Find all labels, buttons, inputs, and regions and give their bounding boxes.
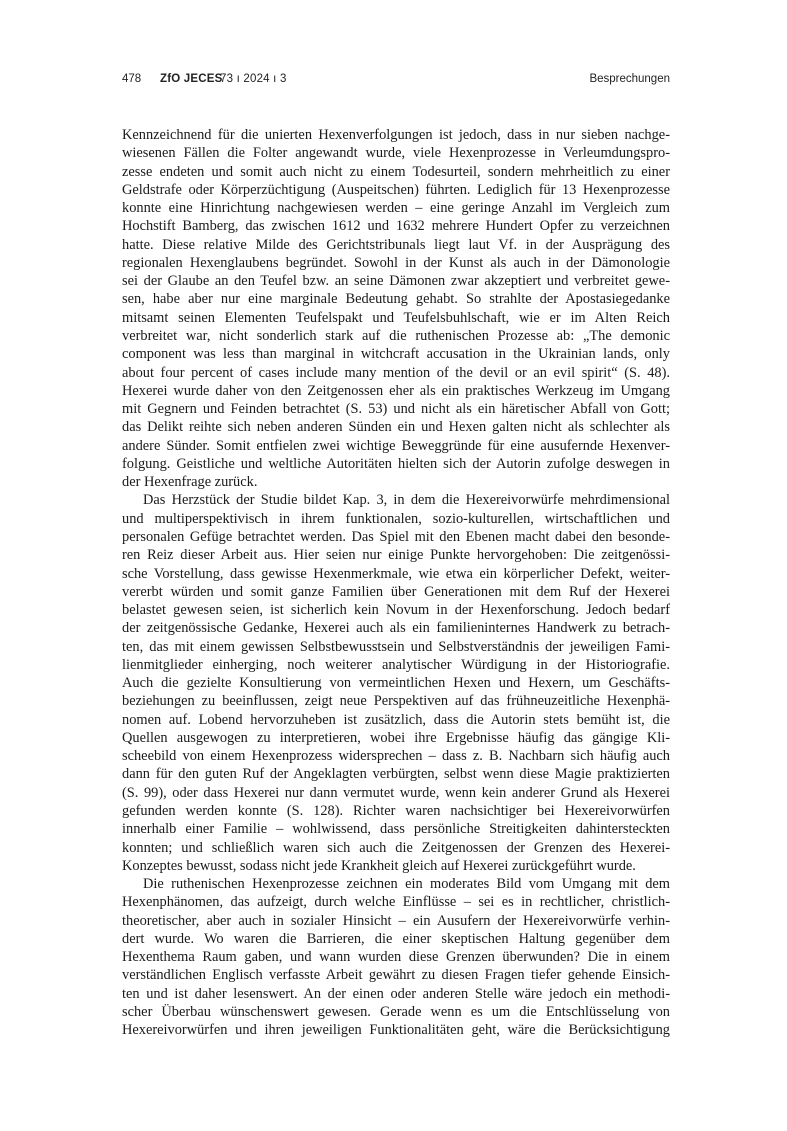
text-line: sche Vorstellung, dass gewisse Hexenmerkmale, wie etwa ein körperlicher Defekt, weiter-	[122, 565, 670, 582]
text-line: mit Gegnern und Feinden betrachtet (S. 53) und nicht als ein häretischer Abfall von Gott;	[122, 401, 670, 418]
section-title: Besprechungen	[589, 73, 670, 85]
journal-name: ZfO JECES	[160, 73, 223, 85]
text-line: vererbt würden und somit ganze Familien über Generationen mit dem Ruf der Hexerei	[122, 583, 670, 600]
text-line: das Delikt reihte sich neben anderen Sünden ein und Hexen galten nicht als schlechter als	[122, 419, 670, 436]
text-line: hatte. Diese relative Milde des Gerichtstribunals liegt laut Vf. in der Ausprägung des	[122, 236, 670, 253]
text-line: about four percent of cases include many mention of the devil or an evil spirit“ (S. 48).	[122, 364, 670, 381]
text-line: Geldstrafe oder Körperzüchtigung (Auspeitschen) führten. Lediglich für 13 Hexenprozesse	[122, 181, 670, 198]
text-line: Die ruthenischen Hexenprozesse zeichnen ein moderates Bild vom Umgang mit dem	[143, 876, 670, 893]
text-line: gefunden werden konnte (S. 128). Richter waren nachsichtiger bei Hexereivorwürfen	[122, 803, 670, 819]
text-line: folgung. Geistliche und weltliche Autoritäten hielten sich der Autorin zufolge deswegen in	[122, 455, 670, 472]
text-line: (S. 99), oder dass Hexerei nur dann vermutet wurde, wenn kein anderer Grund als Hexerei	[122, 784, 670, 801]
text-line: Kennzeichnend für die unierten Hexenverfolgungen ist jedoch, dass in nur sieben nachge-	[122, 127, 670, 143]
text-line: zesse endeten und somit auch nicht zu einem Todesurteil, sondern mehrheitlich zu einer	[122, 163, 670, 180]
text-line: konnte eine Hinrichtung nachgewiesen werden – eine geringe Anzahl im Vergleich zum	[122, 200, 670, 217]
text-line: regionalen Hexenglaubens begründet. Sowohl in der Kunst als auch in der Dämonologie	[122, 254, 670, 271]
text-line: wiesenen Fällen die Folter angewandt wurde, viele Hexenprozesse in Verleumdungspro-	[122, 145, 670, 162]
text-line: innerhalb einer Familie – wohlwissend, dass persönliche Streitigkeiten dahintersteckten	[122, 821, 670, 838]
text-line: verbreitet war, nicht sonderlich stark auf die ruthenischen Prozesse ab: „The demonic	[122, 328, 670, 344]
text-line: der zeitgenössische Gedanke, Hexerei auch als ein familieninternes Handwerk zu betrach-	[122, 620, 670, 637]
text-line: Hexenthema Raum gaben, und wann wurden diese Grenzen überwunden? Die in einem	[122, 949, 670, 966]
page-number: 478	[122, 73, 142, 85]
running-header	[122, 73, 670, 91]
text-line: lienmitglieder einherging, noch weiterer analytischer Würdigung in der Historiografie.	[122, 656, 670, 673]
text-line: Hexenphänomen, das aufzeigt, durch welche Einflüsse – sei es in rechtlicher, christlich-	[122, 894, 670, 911]
text-line: beziehungen zu beeinflussen, zeigt neue Perspektiven auf das frühneuzeitliche Hexenphä-	[122, 693, 670, 710]
text-line: component was less than marginal in witchcraft accusation in the Ukrainian lands, only	[122, 346, 670, 363]
text-line: Hexereivorwürfen und ihren jeweiligen Funktionalitäten geht, wäre die Berücksichtigung	[122, 1022, 670, 1039]
text-line: dert wurde. Wo waren die Barrieren, die einer skeptischen Haltung gegenüber dem	[122, 930, 670, 947]
text-line: scheebild von einem Hexenprozess widersprechen – dass z. B. Nachbarn sich häufig auch	[122, 748, 670, 765]
text-line: dann für den guten Ruf der Angeklagten verbürgten, selbst wenn diese Magie praktizierten	[122, 766, 670, 783]
journal-issue: 73 ı 2024 ı 3	[220, 73, 287, 85]
text-line: mitsamt seinen Elementen Teufelspakt und Teufelsbuhlschaft, wie er im Alten Reich	[122, 309, 670, 326]
text-line: Hexerei wurde daher von den Zeitgenossen eher als ein praktisches Werkzeug im Umgang	[122, 382, 670, 399]
text-line: scher Überbau wünschenswert gewesen. Gerade wenn es um die Entschlüsselung von	[122, 1004, 670, 1020]
text-line: andere Sünder. Somit entfielen zwei wichtige Beweggründe für eine ausufernde Hexenver-	[122, 437, 670, 454]
text-line: sen, habe aber nur eine marginale Bedeutung gehabt. So strahlte der Apostasiegedanke	[122, 291, 670, 308]
text-line: personalen Gefüge betrachtet werden. Das Spiel mit den Ebenen macht dabei den besonde-	[122, 528, 670, 545]
text-line: theoretischer, aber auch in sozialer Hinsicht – ein Ausufern der Hexereivorwürfe verhin-	[122, 912, 670, 929]
text-line: nomen auf. Lobend hervorzuheben ist zusätzlich, dass die Autorin stets bemüht ist, die	[122, 711, 670, 728]
text-line: verständlichen Englisch verfasste Arbeit gewährt zu diesen Fragen tiefer gehende Einsich-	[122, 967, 670, 984]
text-line: Hochstift Bamberg, das zwischen 1612 und 1632 mehrere Hundert Opfer zu verzeichnen	[122, 218, 670, 235]
text-line: konnten; und schließlich waren sich auch die Zeitgenossen der Grenzen des Hexerei-	[122, 839, 670, 856]
text-line: Konzeptes bewusst, sodass nicht jede Krankheit gleich auf Hexerei zurückgeführt wurde.	[122, 857, 636, 874]
text-line: ten und ist daher lesenswert. An der einen oder anderen Stelle wäre jedoch ein methodi-	[122, 985, 670, 1002]
text-line: Das Herzstück der Studie bildet Kap. 3, in dem die Hexereivorwürfe mehrdimensional	[143, 492, 670, 509]
text-line: ren Reiz dieser Arbeit aus. Hier seien nur einige Punkte hervorgehoben: Die zeitgenössi-	[122, 547, 670, 564]
text-line: und multiperspektivisch in ihrem funktionalen, sozio-kulturellen, wirtschaftlichen und	[122, 510, 670, 527]
text-line: sei der Glaube an den Teufel bzw. an seine Dämonen zwar akzeptiert und verbreitet gewe-	[122, 273, 670, 290]
text-line: der Hexenfrage zurück.	[122, 474, 258, 491]
text-line: ten, das mit einem gewissen Selbstbewusstsein und Selbstverständnis der jeweiligen Fami-	[122, 638, 670, 655]
text-line: Auch die gezielte Konsultierung von vermeintlichen Hexen und Hexern, um Geschäfts-	[122, 675, 670, 692]
text-line: belastet gewesen seien, ist sicherlich kein Novum in der Hexenforschung. Jedoch bedarf	[122, 602, 670, 618]
text-line: Quellen ausgewogen zu interpretieren, wobei ihre Ergebnisse häufig das gängige Kli-	[122, 729, 670, 746]
